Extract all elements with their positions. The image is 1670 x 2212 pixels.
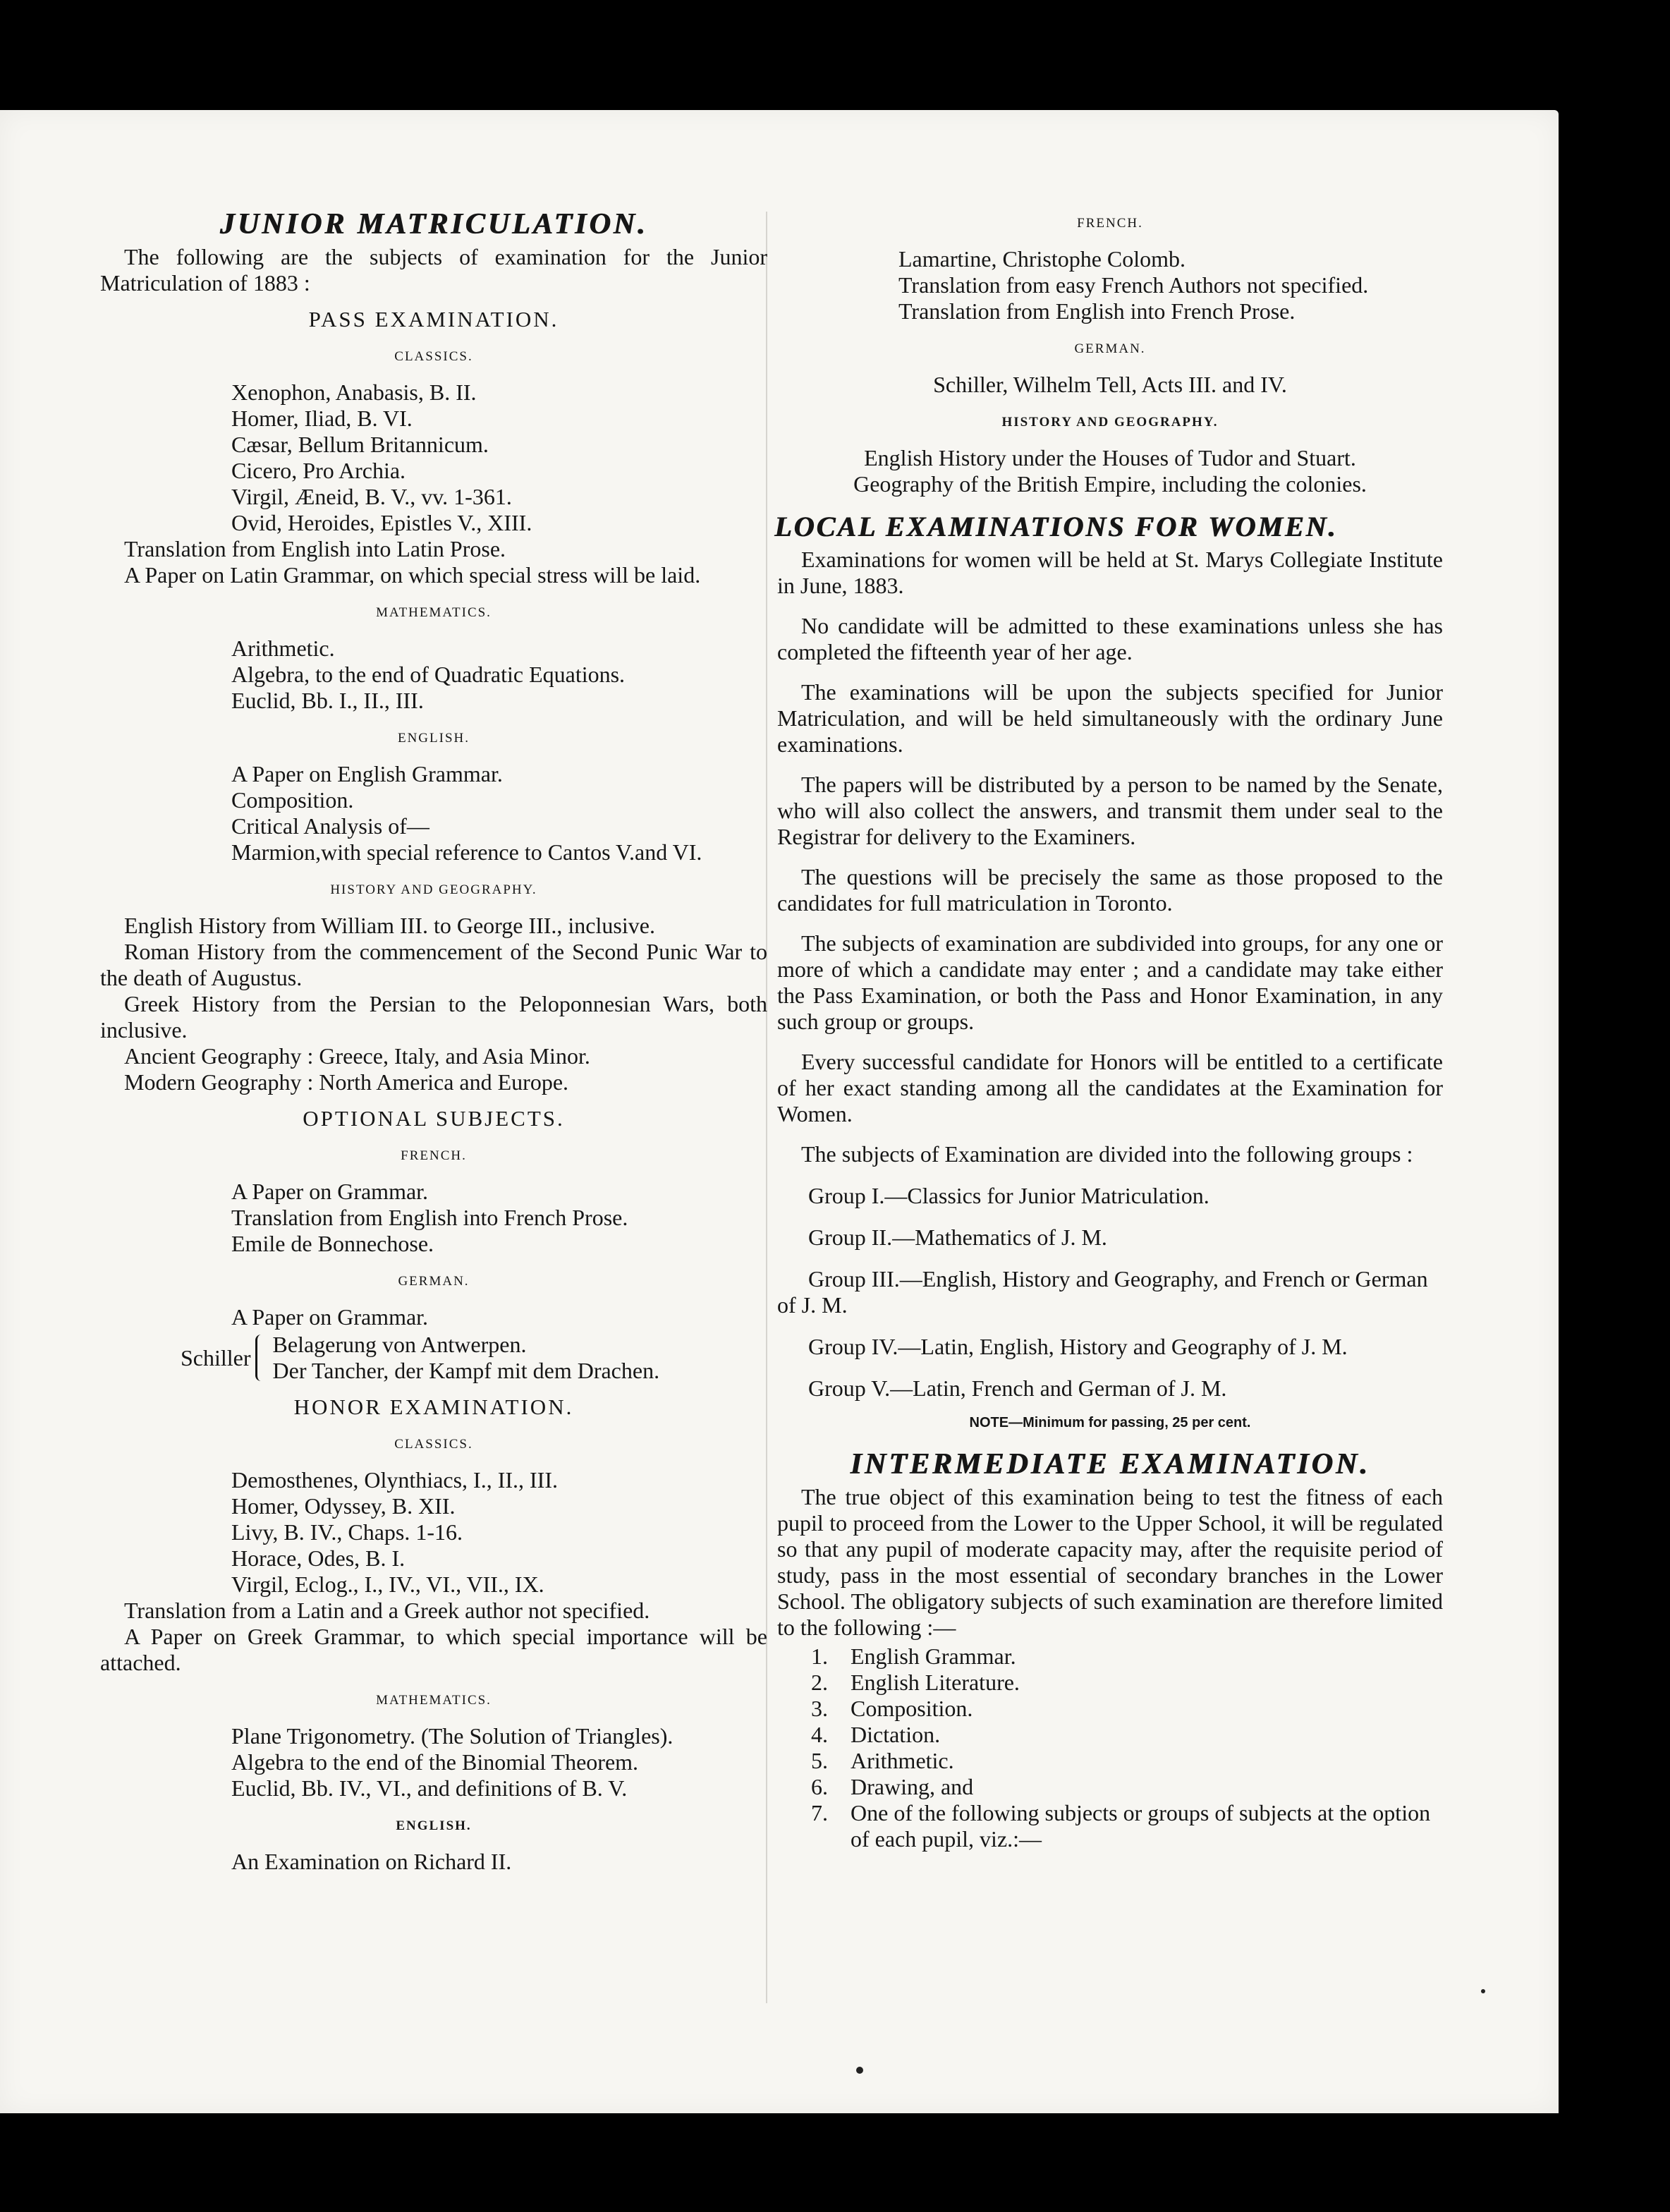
honor-classics-heading: CLASSICS. <box>394 1437 473 1452</box>
group-item: Group IV.—Latin, English, History and Geography of J. M. <box>808 1334 1348 1359</box>
list-item: Homer, Iliad, B. VI. <box>231 406 413 431</box>
intermediate-paragraph: The true object of this examination being to test the fitness of each pupil to proceed from the Lower to the Upper School, it will be regulated so that any pupil of moderate capacity may, after the requisite period of study, pass in the most essential of secondary branches in the Lower School. The obligatory subjects of such examination are therefore limited to the following :— <box>777 1484 1443 1640</box>
english-heading: ENGLISH. <box>397 731 470 746</box>
list-item: Arithmetic. <box>231 636 335 661</box>
junior-matriculation-title: JUNIOR MATRICULATION. <box>219 208 648 241</box>
intermediate-list <box>777 1643 1443 1852</box>
list-item: Livy, B. IV., Chaps. 1-16. <box>231 1519 463 1545</box>
optional-subjects-heading: OPTIONAL SUBJECTS. <box>303 1106 565 1131</box>
list-item <box>777 1643 1443 1670</box>
intermediate-examination-title: INTERMEDIATE EXAMINATION. <box>850 1448 1370 1481</box>
list-item: Euclid, Bb. I., II., III. <box>231 688 424 713</box>
pass-examination-heading: PASS EXAMINATION. <box>308 307 559 332</box>
list-item <box>777 1670 1443 1696</box>
local-examinations-title: LOCAL EXAMINATIONS FOR WOMEN. <box>774 511 1338 542</box>
local-paragraph: The subjects of examination are subdivided into groups, for any one or more of which a candidate may enter ; and a candidate may take either the Pass Examination, or both the Pass and Honor Examination, in any such group or groups. <box>777 930 1443 1034</box>
english-list <box>100 761 767 865</box>
item-text: English Grammar. <box>851 1643 1016 1669</box>
list-item: Ovid, Heroides, Epistles V., XIII. <box>231 510 532 535</box>
history-item: Roman History from the commencement of the Second Punic War to the death of Augustus. <box>100 939 767 990</box>
group-item: Group V.—Latin, French and German of J. M. <box>808 1375 1227 1401</box>
list-item: Demosthenes, Olynthiacs, I., II., III. <box>231 1467 558 1493</box>
list-item: A Paper on Grammar. <box>231 1304 429 1330</box>
item-number: 1. <box>811 1643 828 1669</box>
french-heading: FRENCH. <box>1077 216 1143 231</box>
intro-paragraph: The following are the subjects of examination for the Junior Matriculation of 1883 : <box>100 244 767 296</box>
honor-mathematics-heading: MATHEMATICS. <box>376 1693 492 1708</box>
list-item <box>777 1748 1443 1774</box>
list-item: Composition. <box>231 787 354 813</box>
list-item: Belagerung von Antwerpen. <box>272 1332 527 1357</box>
history-item: Geography of the British Empire, including the colonies. <box>853 471 1367 497</box>
optional-french-heading: FRENCH. <box>401 1148 467 1163</box>
local-paragraph: The questions will be precisely the same as those proposed to the candidates for full matriculation in Toronto. <box>777 864 1443 916</box>
local-paragraph: The papers will be distributed by a person to be named by the Senate, who will also collect the answers, and transmit them under seal to the Registrar for delivery to the Examiners. <box>777 772 1443 849</box>
list-item: Horace, Odes, B. I. <box>231 1545 406 1571</box>
list-item: Marmion,with special reference to Cantos V.and VI. <box>231 839 702 865</box>
list-item: Translation from English into French Prose. <box>231 1205 628 1230</box>
list-item <box>777 1800 1443 1852</box>
group-item: Group III.—English, History and Geography, and French or German of J. M. <box>777 1266 1428 1318</box>
list-item: Homer, Odyssey, B. XII. <box>231 1493 456 1519</box>
list-item <box>777 1696 1443 1722</box>
honor-paper: A Paper on Greek Grammar, to which special importance will be attached. <box>100 1624 767 1675</box>
history-item: Ancient Geography : Greece, Italy, and Asia Minor. <box>124 1043 590 1069</box>
schiller-label: Schiller <box>181 1344 251 1371</box>
honor-english-heading: ENGLISH. <box>396 1818 472 1833</box>
list-item: Virgil, Eclog., I., IV., VI., VII., IX. <box>231 1572 544 1597</box>
classics-paper: A Paper on Latin Grammar, on which special stress will be laid. <box>124 562 701 588</box>
item-number: 6. <box>811 1774 828 1799</box>
local-paragraph: No candidate will be admitted to these examinations unless she has completed the fifteenth year of her age. <box>777 613 1443 664</box>
classics-translation: Translation from English into Latin Prose. <box>124 536 506 561</box>
minimum-note: NOTE—Minimum for passing, 25 per cent. <box>969 1415 1251 1430</box>
list-item: An Examination on Richard II. <box>231 1849 512 1874</box>
list-item: Der Tancher, der Kampf mit dem Drachen. <box>272 1358 660 1383</box>
item-number: 3. <box>811 1696 828 1721</box>
classics-list <box>100 379 767 536</box>
schiller-works <box>181 1332 767 1384</box>
right-column <box>774 205 1443 1852</box>
list-item: A Paper on Grammar. <box>231 1179 429 1204</box>
item-text: Composition. <box>851 1696 973 1721</box>
list-item: Plane Trigonometry. (The Solution of Triangles). <box>231 1723 674 1749</box>
item-text: Arithmetic. <box>851 1748 954 1773</box>
list-item: Algebra to the end of the Binomial Theorem. <box>231 1749 639 1775</box>
list-item: Cæsar, Bellum Britannicum. <box>231 432 489 457</box>
list-item <box>777 1774 1443 1800</box>
history-item: English History from William III. to George III., inclusive. <box>124 913 655 938</box>
list-item: Translation from easy French Authors not specified. <box>898 272 1369 298</box>
item-text: English Literature. <box>851 1670 1020 1695</box>
list-item: A Paper on English Grammar. <box>231 761 503 786</box>
honor-translation: Translation from a Latin and a Greek author not specified. <box>124 1598 650 1623</box>
list-item: Translation from English into French Prose. <box>898 298 1296 324</box>
german-heading: GERMAN. <box>1074 341 1146 356</box>
classics-heading: CLASSICS. <box>394 349 473 364</box>
local-paragraph: The subjects of Examination are divided into the following groups : <box>801 1141 1413 1167</box>
history-item: Modern Geography : North America and Europe. <box>124 1069 569 1095</box>
list-item: Emile de Bonnechose. <box>231 1231 434 1256</box>
brace-icon <box>255 1335 267 1381</box>
history-geography-heading: HISTORY AND GEOGRAPHY. <box>330 882 537 897</box>
item-text: Drawing, and <box>851 1774 974 1799</box>
group-item: Group II.—Mathematics of J. M. <box>808 1224 1107 1250</box>
left-column <box>100 205 767 1875</box>
history-item: English History under the Houses of Tudor and Stuart. <box>864 445 1356 470</box>
french-list <box>777 246 1443 324</box>
item-text: Dictation. <box>851 1722 941 1747</box>
list-item: Lamartine, Christophe Colomb. <box>898 246 1186 272</box>
honor-examination-heading: HONOR EXAMINATION. <box>293 1394 574 1419</box>
item-number: 2. <box>811 1670 828 1695</box>
history-item: Greek History from the Persian to the Peloponnesian Wars, both inclusive. <box>100 991 767 1043</box>
list-item: Xenophon, Anabasis, B. II. <box>231 379 477 405</box>
honor-mathematics-list <box>100 1723 767 1801</box>
list-item: Algebra, to the end of Quadratic Equations. <box>231 662 626 687</box>
ink-spot <box>1481 1989 1485 1993</box>
local-paragraph: Examinations for women will be held at St. Marys Collegiate Institute in June, 1883. <box>777 547 1443 598</box>
list-item: Critical Analysis of— <box>231 813 429 839</box>
group-item: Group I.—Classics for Junior Matriculation. <box>808 1183 1209 1208</box>
list-item <box>777 1722 1443 1748</box>
item-number: 5. <box>811 1748 828 1773</box>
local-paragraph: Every successful candidate for Honors will be entitled to a certificate of her exact standing among all the candidates at the Examination for Women. <box>777 1049 1443 1126</box>
list-item: Cicero, Pro Archia. <box>231 458 406 483</box>
history-geography-heading: HISTORY AND GEOGRAPHY. <box>1001 415 1219 430</box>
list-item: Virgil, Æneid, B. V., vv. 1-361. <box>231 484 512 509</box>
german-text: Schiller, Wilhelm Tell, Acts III. and IV. <box>933 372 1287 397</box>
local-paragraph: The examinations will be upon the subjects specified for Junior Matriculation, and will be held simultaneously with the ordinary June examinations. <box>777 679 1443 757</box>
ink-spot <box>856 2067 863 2074</box>
item-text: One of the following subjects or groups of subjects at the option of each pupil, viz.:— <box>851 1800 1431 1852</box>
item-number: 7. <box>811 1800 828 1825</box>
honor-classics-list <box>100 1467 767 1598</box>
item-number: 4. <box>811 1722 828 1747</box>
mathematics-list <box>100 636 767 714</box>
honor-english-list <box>100 1849 767 1875</box>
optional-french-list <box>100 1179 767 1257</box>
mathematics-heading: MATHEMATICS. <box>376 605 492 620</box>
optional-german-heading: GERMAN. <box>398 1274 470 1289</box>
optional-german-list <box>100 1304 767 1330</box>
list-item: Euclid, Bb. IV., VI., and definitions of B. V. <box>231 1775 628 1801</box>
